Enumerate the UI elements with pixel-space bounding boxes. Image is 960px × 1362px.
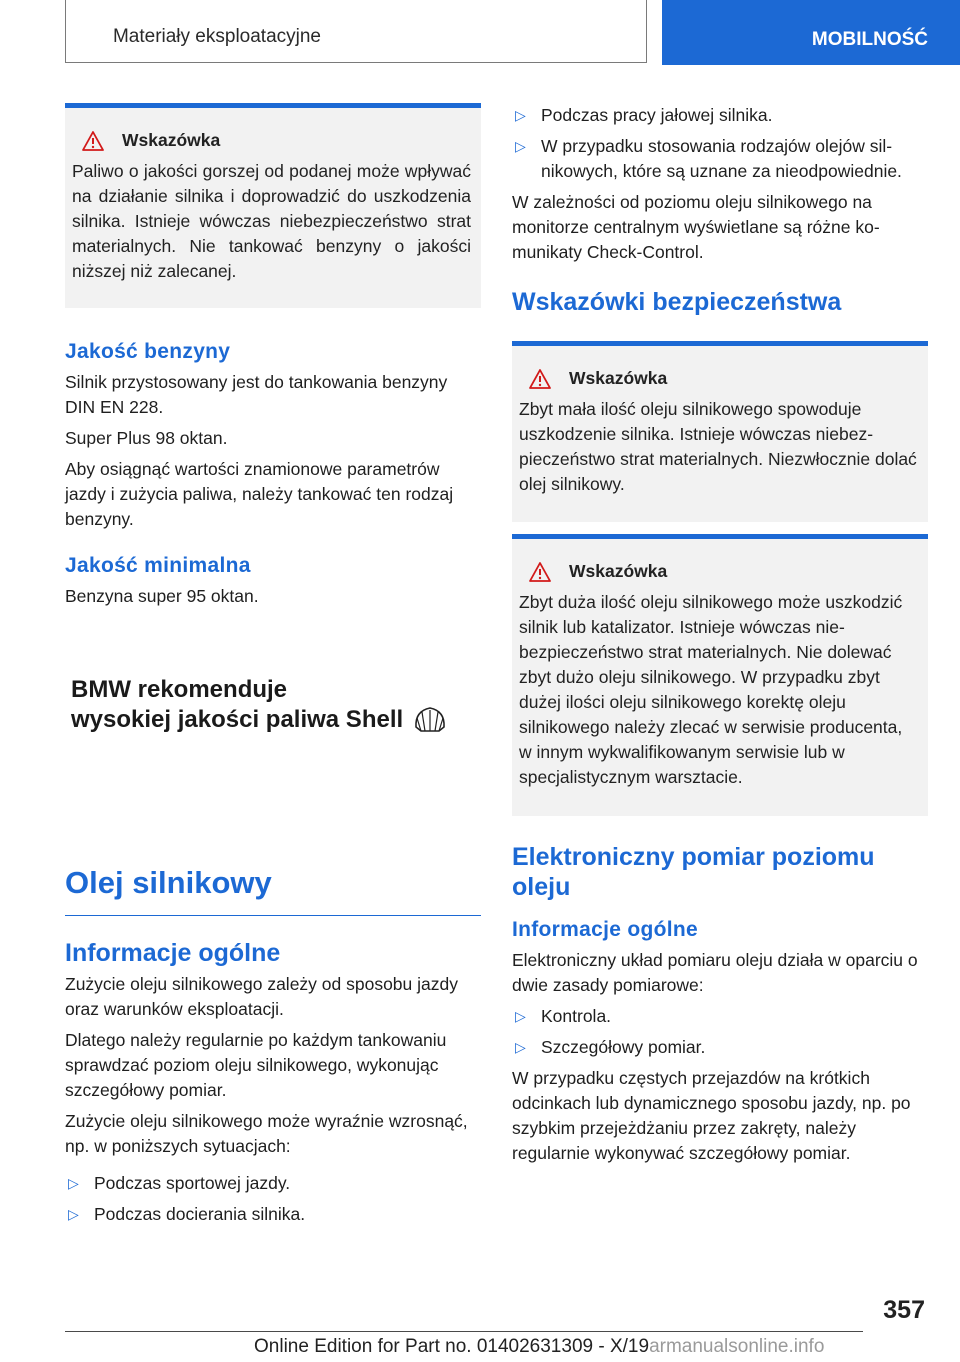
list-item: ▷ Kontrola. [512, 1004, 928, 1029]
warning-box [65, 103, 481, 308]
warning-title: Wskazówka [122, 130, 221, 150]
warning-box [512, 341, 928, 522]
paragraph: Elektroniczny układ pomiaru oleju działa w oparciu o dwie zasady pomiarowe: [512, 950, 918, 995]
list-item: ▷ W przypadku stosowania rodzajów olejów silnikowych, które są uznane za nieodpowiednie. [512, 134, 928, 184]
shell-ad-line-2: wysokiej jakości paliwa Shell [71, 706, 404, 733]
section-heading-petrol-quality: Jakość benzyny [65, 340, 231, 363]
left-column [65, 103, 481, 1233]
paragraph: W przypadku częstych przejazdów na krótkich odcinkach lub dynamicznego sposobu jazdy, np. po szybkim przejeżdżaniu przez zakręty, należy regularnie wykonywać szczegółowy pomiar. [512, 1068, 911, 1163]
warning-box [512, 534, 928, 816]
watermark: armanualsonline.info [649, 1336, 825, 1357]
section-heading-minimum-quality: Jakość minimalna [65, 554, 251, 577]
warning-title: Wskazówka [569, 561, 668, 581]
footer-divider [65, 1331, 863, 1332]
list-item: ▷ Szczegółowy pomiar. [512, 1035, 928, 1060]
chapter-heading-engine-oil: Olej silnikowy [65, 863, 481, 916]
bullet-triangle-icon: ▷ [68, 1175, 79, 1191]
page-number: 357 [883, 1296, 925, 1324]
list-item: ▷ Podczas sportowej jazdy. [65, 1171, 481, 1196]
warning-text: Paliwo o jakości gorszej od podanej może wpływać na działanie silnika i doprowadzić do uszkodzenia silnika. Istnieje wówczas niebezpieczeństwo strat materialnych. Nie tankować benzyny o jakości niższej niż zalecanej. [72, 161, 471, 281]
paragraph: Benzyna super 95 oktan. [65, 586, 259, 606]
warning-text: Zbyt mała ilość oleju silnikowego spowoduje uszkodzenie silnika. Istnieje wówczas niebezpieczeństwo strat materialnych. Niezwłocznie dolać olej silnikowy. [519, 399, 917, 494]
section-heading-general-info: Informacje ogólne [512, 918, 698, 941]
right-column [512, 103, 928, 1172]
list-item: ▷ Podczas docierania silnika. [65, 1202, 481, 1227]
bullet-triangle-icon: ▷ [515, 1039, 526, 1055]
section-heading-safety: Wskazówki bezpieczeństwa [512, 288, 842, 316]
shell-recommendation [65, 675, 481, 735]
paragraph: Zużycie oleju silnikowego może wyraźnie wzrosnąć, np. w poniższych sytuacjach: [65, 1111, 468, 1156]
section-heading-electronic-measurement: Elektroniczny pomiar poziomu oleju [512, 843, 875, 901]
warning-text: Zbyt duża ilość oleju silnikowego może uszkodzić silnik lub katalizator. Istnieje wówczas niebezpieczeństwo strat materialnych. Nie dolewać zbyt dużo oleju silnikowego. W przypadku zbyt dużej ilości oleju silnikowego korektę oleju silnikowego należy zlecać w serwisie producenta, w innym wykwalifikowanym serwisie lub w specjalistycznym warsztacie. [519, 592, 903, 787]
warning-triangle-icon [82, 131, 104, 151]
header-section-box [65, 0, 647, 63]
bullet-triangle-icon: ▷ [515, 107, 526, 123]
shell-ad-line-1: BMW rekomenduje [71, 676, 288, 703]
paragraph: Super Plus 98 oktan. [65, 428, 228, 448]
shell-logo-icon [413, 705, 447, 735]
bullet-triangle-icon: ▷ [68, 1206, 79, 1222]
paragraph: Dlatego należy regularnie po każdym tankowaniu sprawdzać poziom oleju silnikowego, wykonując szczegółowy pomiar. [65, 1030, 447, 1100]
paragraph: W zależności od poziomu oleju silnikowego na monitorze centralnym wyświetlane są różne komunikaty Check-Control. [512, 192, 880, 262]
warning-triangle-icon [529, 369, 551, 389]
bullet-triangle-icon: ▷ [515, 1008, 526, 1024]
paragraph: Silnik przystosowany jest do tankowania benzyny DIN EN 228. [65, 372, 448, 417]
warning-title: Wskazówka [569, 368, 668, 388]
list-item: ▷ Podczas pracy jałowej silnika. [512, 103, 928, 128]
paragraph: Aby osiągnąć wartości znamionowe parametrów jazdy i zużycia paliwa, należy tankować ten rodzaj benzyny. [65, 459, 454, 529]
section-heading-general-info: Informacje ogólne [65, 939, 281, 967]
footer-edition: Online Edition for Part no. 01402631309 - X/19armanualsonline.info [254, 1336, 825, 1357]
header-tab-mobility[interactable]: MOBILNOŚĆ [662, 0, 960, 65]
bullet-triangle-icon: ▷ [515, 138, 526, 154]
warning-triangle-icon [529, 562, 551, 582]
header-section-title: Materiały eksploatacyjne [112, 26, 321, 47]
paragraph: Zużycie oleju silnikowego zależy od sposobu jazdy oraz warunków eksploatacji. [65, 974, 458, 1019]
